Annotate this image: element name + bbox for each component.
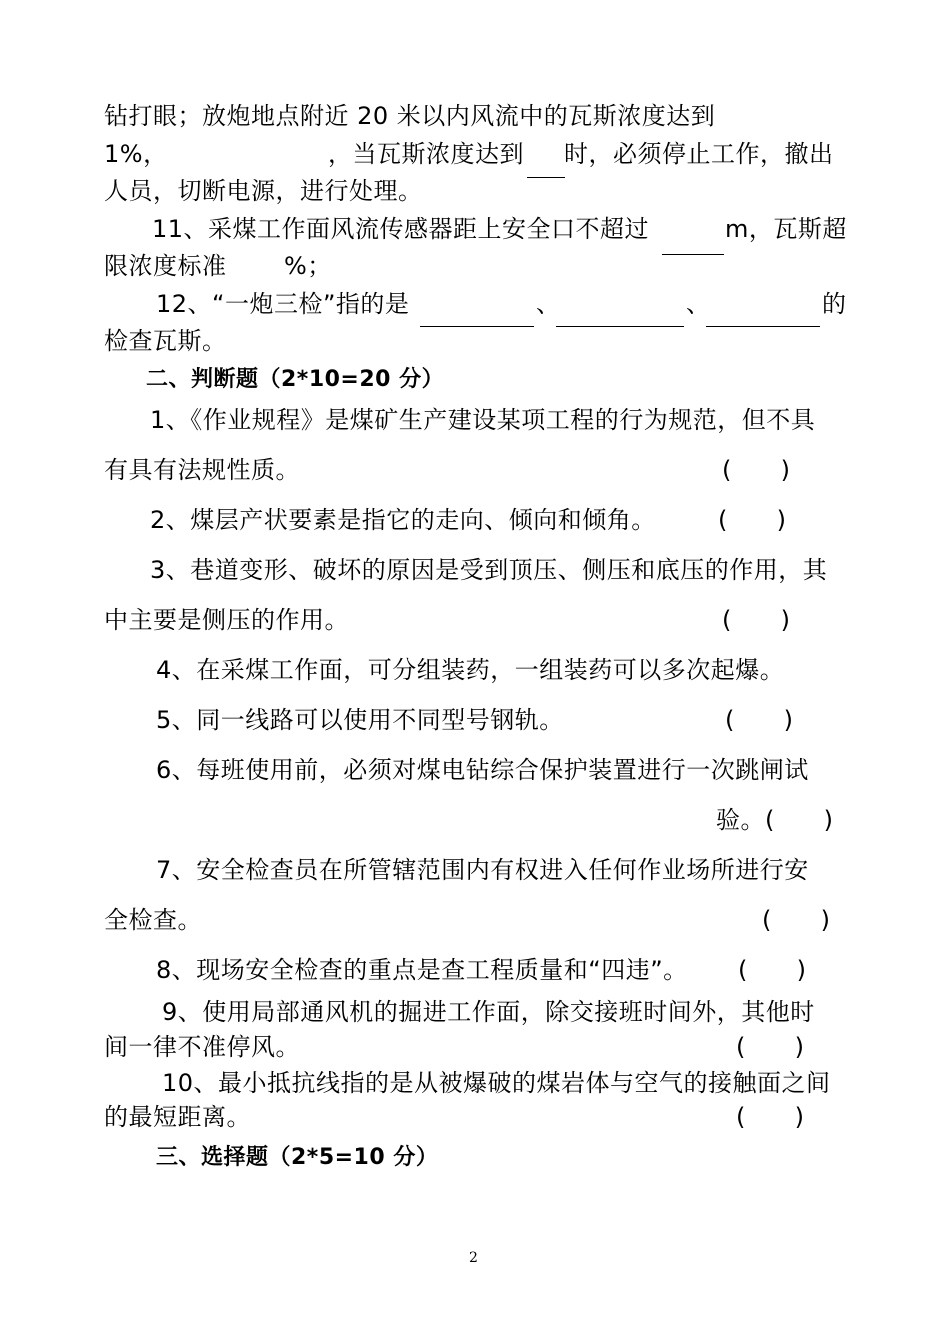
answer-parens[interactable]: ( ): [738, 956, 807, 984]
answer-parens[interactable]: ( ): [736, 1033, 805, 1061]
answer-blank[interactable]: [662, 254, 724, 255]
question-text: 6、每班使用前，必须对煤电钻综合保护装置进行一次跳闸试: [156, 756, 809, 784]
text-line: m，瓦斯超: [725, 215, 847, 243]
question-text: 有具有法规性质。: [104, 456, 300, 484]
question-text: 验。( ): [716, 806, 834, 834]
answer-parens[interactable]: ( ): [736, 1103, 805, 1131]
question-text: 的最短距离。: [104, 1103, 251, 1131]
text-line: 11、采煤工作面风流传感器距上安全口不超过: [152, 215, 650, 243]
question-text: 2、煤层产状要素是指它的走向、倾向和倾角。: [150, 506, 656, 534]
text-line: ，当瓦斯浓度达到: [328, 140, 524, 168]
question-text: 9、使用局部通风机的掘进工作面，除交接班时间外，其他时: [162, 998, 815, 1026]
question-text: 3、巷道变形、破坏的原因是受到顶压、侧压和底压的作用，其: [150, 556, 828, 584]
question-text: 1、《作业规程》是煤矿生产建设某项工程的行为规范，但不具: [150, 406, 816, 434]
text-line: 限浓度标准: [104, 252, 227, 280]
text-line: 检查瓦斯。: [104, 327, 227, 355]
section-heading: 二、判断题（2*10=20 分）: [146, 367, 445, 392]
answer-parens[interactable]: ( ): [722, 456, 791, 484]
question-text: 4、在采煤工作面，可分组装药，一组装药可以多次起爆。: [156, 656, 785, 684]
question-text: 间一律不准停风。: [104, 1033, 300, 1061]
answer-parens[interactable]: ( ): [718, 506, 787, 534]
answer-blank[interactable]: [527, 177, 565, 178]
section-heading: 三、选择题（2*5=10 分）: [156, 1145, 439, 1170]
question-text: 8、现场安全检查的重点是查工程质量和“四违”。: [156, 956, 688, 984]
page-number: 2: [469, 1250, 478, 1266]
answer-blank[interactable]: [420, 326, 534, 327]
answer-parens[interactable]: ( ): [722, 606, 791, 634]
question-text: 5、同一线路可以使用不同型号钢轨。: [156, 706, 564, 734]
text-line: 、: [536, 290, 561, 318]
answer-parens[interactable]: ( ): [762, 906, 831, 934]
text-line: 12、“一炮三检”指的是: [156, 290, 410, 318]
question-text: 10、最小抵抗线指的是从被爆破的煤岩体与空气的接触面之间: [162, 1069, 831, 1097]
question-text: 中主要是侧压的作用。: [104, 606, 349, 634]
text-line: 时，必须停止工作，撤出: [564, 140, 834, 168]
text-line: 、: [686, 290, 711, 318]
question-text: 全检查。: [104, 906, 202, 934]
text-line: 的: [822, 290, 847, 318]
text-line: 人员，切断电源，进行处理。: [104, 177, 423, 205]
text-line: 1%，: [104, 140, 168, 168]
text-line: %；: [284, 252, 332, 280]
answer-parens[interactable]: ( ): [725, 706, 794, 734]
question-text: 7、安全检查员在所管辖范围内有权进入任何作业场所进行安: [156, 856, 809, 884]
answer-blank[interactable]: [706, 326, 820, 327]
answer-blank[interactable]: [556, 326, 684, 327]
text-line: 钻打眼；放炮地点附近 20 米以内风流中的瓦斯浓度达到: [104, 102, 716, 130]
